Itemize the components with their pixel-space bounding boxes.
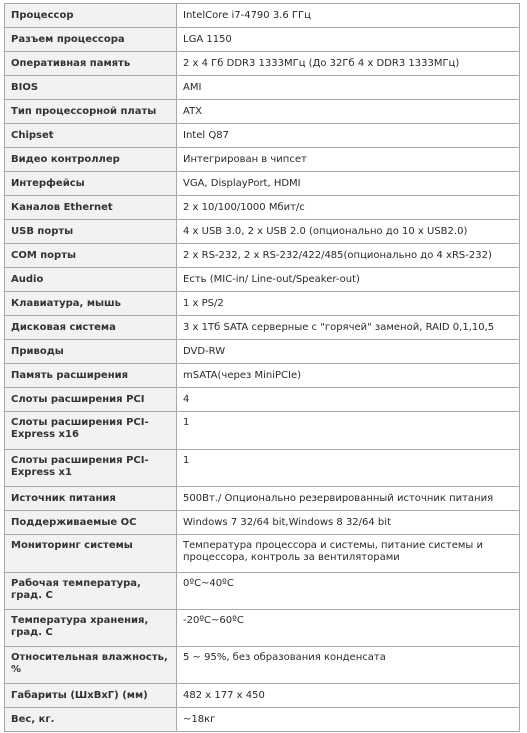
row-value: Windows 7 32/64 bit,Windows 8 32/64 bit bbox=[177, 511, 520, 535]
table-row bbox=[5, 535, 520, 573]
table-row bbox=[5, 450, 520, 487]
row-value: Температура процессора и системы, питание системы и процессора, контроль за вентиляторами bbox=[177, 535, 520, 573]
row-value: 500Вт./ Опционально резервированный источник питания bbox=[177, 487, 520, 511]
table-row bbox=[5, 708, 520, 732]
table-row bbox=[5, 172, 520, 196]
row-label: Каналов Ethernet bbox=[5, 196, 177, 220]
row-label: Слоты расширения PCI-Express x16 bbox=[5, 412, 177, 450]
row-label: Температура хранения, град. С bbox=[5, 610, 177, 647]
row-label: Дисковая система bbox=[5, 316, 177, 340]
table-row bbox=[5, 573, 520, 610]
table-row bbox=[5, 487, 520, 511]
row-value: 1 bbox=[177, 412, 520, 450]
row-value: 482 x 177 x 450 bbox=[177, 684, 520, 708]
row-label: Процессор bbox=[5, 4, 177, 28]
row-value: mSATA(через MiniPCIe) bbox=[177, 364, 520, 388]
row-label: BIOS bbox=[5, 76, 177, 100]
row-label: Вес, кг. bbox=[5, 708, 177, 732]
table-row bbox=[5, 52, 520, 76]
table-row bbox=[5, 268, 520, 292]
row-value: 1 bbox=[177, 450, 520, 487]
row-value: IntelCore i7-4790 3.6 ГГц bbox=[177, 4, 520, 28]
row-value: 2 x 10/100/1000 Мбит/с bbox=[177, 196, 520, 220]
row-value: 3 x 1Тб SATA серверные с "горячей" заменой, RAID 0,1,10,5 bbox=[177, 316, 520, 340]
table-row bbox=[5, 148, 520, 172]
row-label: Интерфейсы bbox=[5, 172, 177, 196]
row-value: 4 x USB 3.0, 2 x USB 2.0 (опционально до 10 x USB2.0) bbox=[177, 220, 520, 244]
row-label: Рабочая температура, град. С bbox=[5, 573, 177, 610]
row-label: Поддерживаемые ОС bbox=[5, 511, 177, 535]
table-row bbox=[5, 4, 520, 28]
row-label: Слоты расширения PCI-Express x1 bbox=[5, 450, 177, 487]
table-row bbox=[5, 244, 520, 268]
table-row bbox=[5, 388, 520, 412]
table-row bbox=[5, 340, 520, 364]
row-value: AMI bbox=[177, 76, 520, 100]
table-row bbox=[5, 511, 520, 535]
row-value: LGA 1150 bbox=[177, 28, 520, 52]
row-value: 2 x 4 Гб DDR3 1333МГц (До 32Гб 4 x DDR3 1333МГц) bbox=[177, 52, 520, 76]
row-label: Клавиатура, мышь bbox=[5, 292, 177, 316]
row-label: Тип процессорной платы bbox=[5, 100, 177, 124]
row-value: VGA, DisplayPort, HDMI bbox=[177, 172, 520, 196]
row-value: Интегрирован в чипсет bbox=[177, 148, 520, 172]
table-row bbox=[5, 28, 520, 52]
row-label: COM порты bbox=[5, 244, 177, 268]
table-row bbox=[5, 196, 520, 220]
row-value: 1 x PS/2 bbox=[177, 292, 520, 316]
row-label: USB порты bbox=[5, 220, 177, 244]
row-label: Разъем процессора bbox=[5, 28, 177, 52]
row-label: Оперативная память bbox=[5, 52, 177, 76]
row-value: -20ºC~60ºC bbox=[177, 610, 520, 647]
row-value: ATX bbox=[177, 100, 520, 124]
specifications-table bbox=[4, 3, 520, 732]
row-value: 4 bbox=[177, 388, 520, 412]
table-row bbox=[5, 412, 520, 450]
row-value: ~18кг bbox=[177, 708, 520, 732]
row-value: 5 ~ 95%, без образования конденсата bbox=[177, 647, 520, 684]
row-value: Есть (MIC-in/ Line-out/Speaker-out) bbox=[177, 268, 520, 292]
table-row bbox=[5, 100, 520, 124]
table-row bbox=[5, 364, 520, 388]
row-label: Габариты (ШxВxГ) (мм) bbox=[5, 684, 177, 708]
row-label: Слоты расширения PCI bbox=[5, 388, 177, 412]
table-row bbox=[5, 316, 520, 340]
row-value: 2 x RS-232, 2 x RS-232/422/485(опционально до 4 xRS-232) bbox=[177, 244, 520, 268]
row-value: DVD-RW bbox=[177, 340, 520, 364]
row-label: Audio bbox=[5, 268, 177, 292]
table-row bbox=[5, 292, 520, 316]
row-label: Память расширения bbox=[5, 364, 177, 388]
table-row bbox=[5, 647, 520, 684]
row-label: Относительная влажность, % bbox=[5, 647, 177, 684]
row-value: 0ºC~40ºC bbox=[177, 573, 520, 610]
row-value: Intel Q87 bbox=[177, 124, 520, 148]
row-label: Chipset bbox=[5, 124, 177, 148]
table-row bbox=[5, 76, 520, 100]
table-row bbox=[5, 124, 520, 148]
table-row bbox=[5, 220, 520, 244]
row-label: Приводы bbox=[5, 340, 177, 364]
table-row bbox=[5, 684, 520, 708]
table-row bbox=[5, 610, 520, 647]
row-label: Мониторинг системы bbox=[5, 535, 177, 573]
row-label: Источник питания bbox=[5, 487, 177, 511]
row-label: Видео контроллер bbox=[5, 148, 177, 172]
